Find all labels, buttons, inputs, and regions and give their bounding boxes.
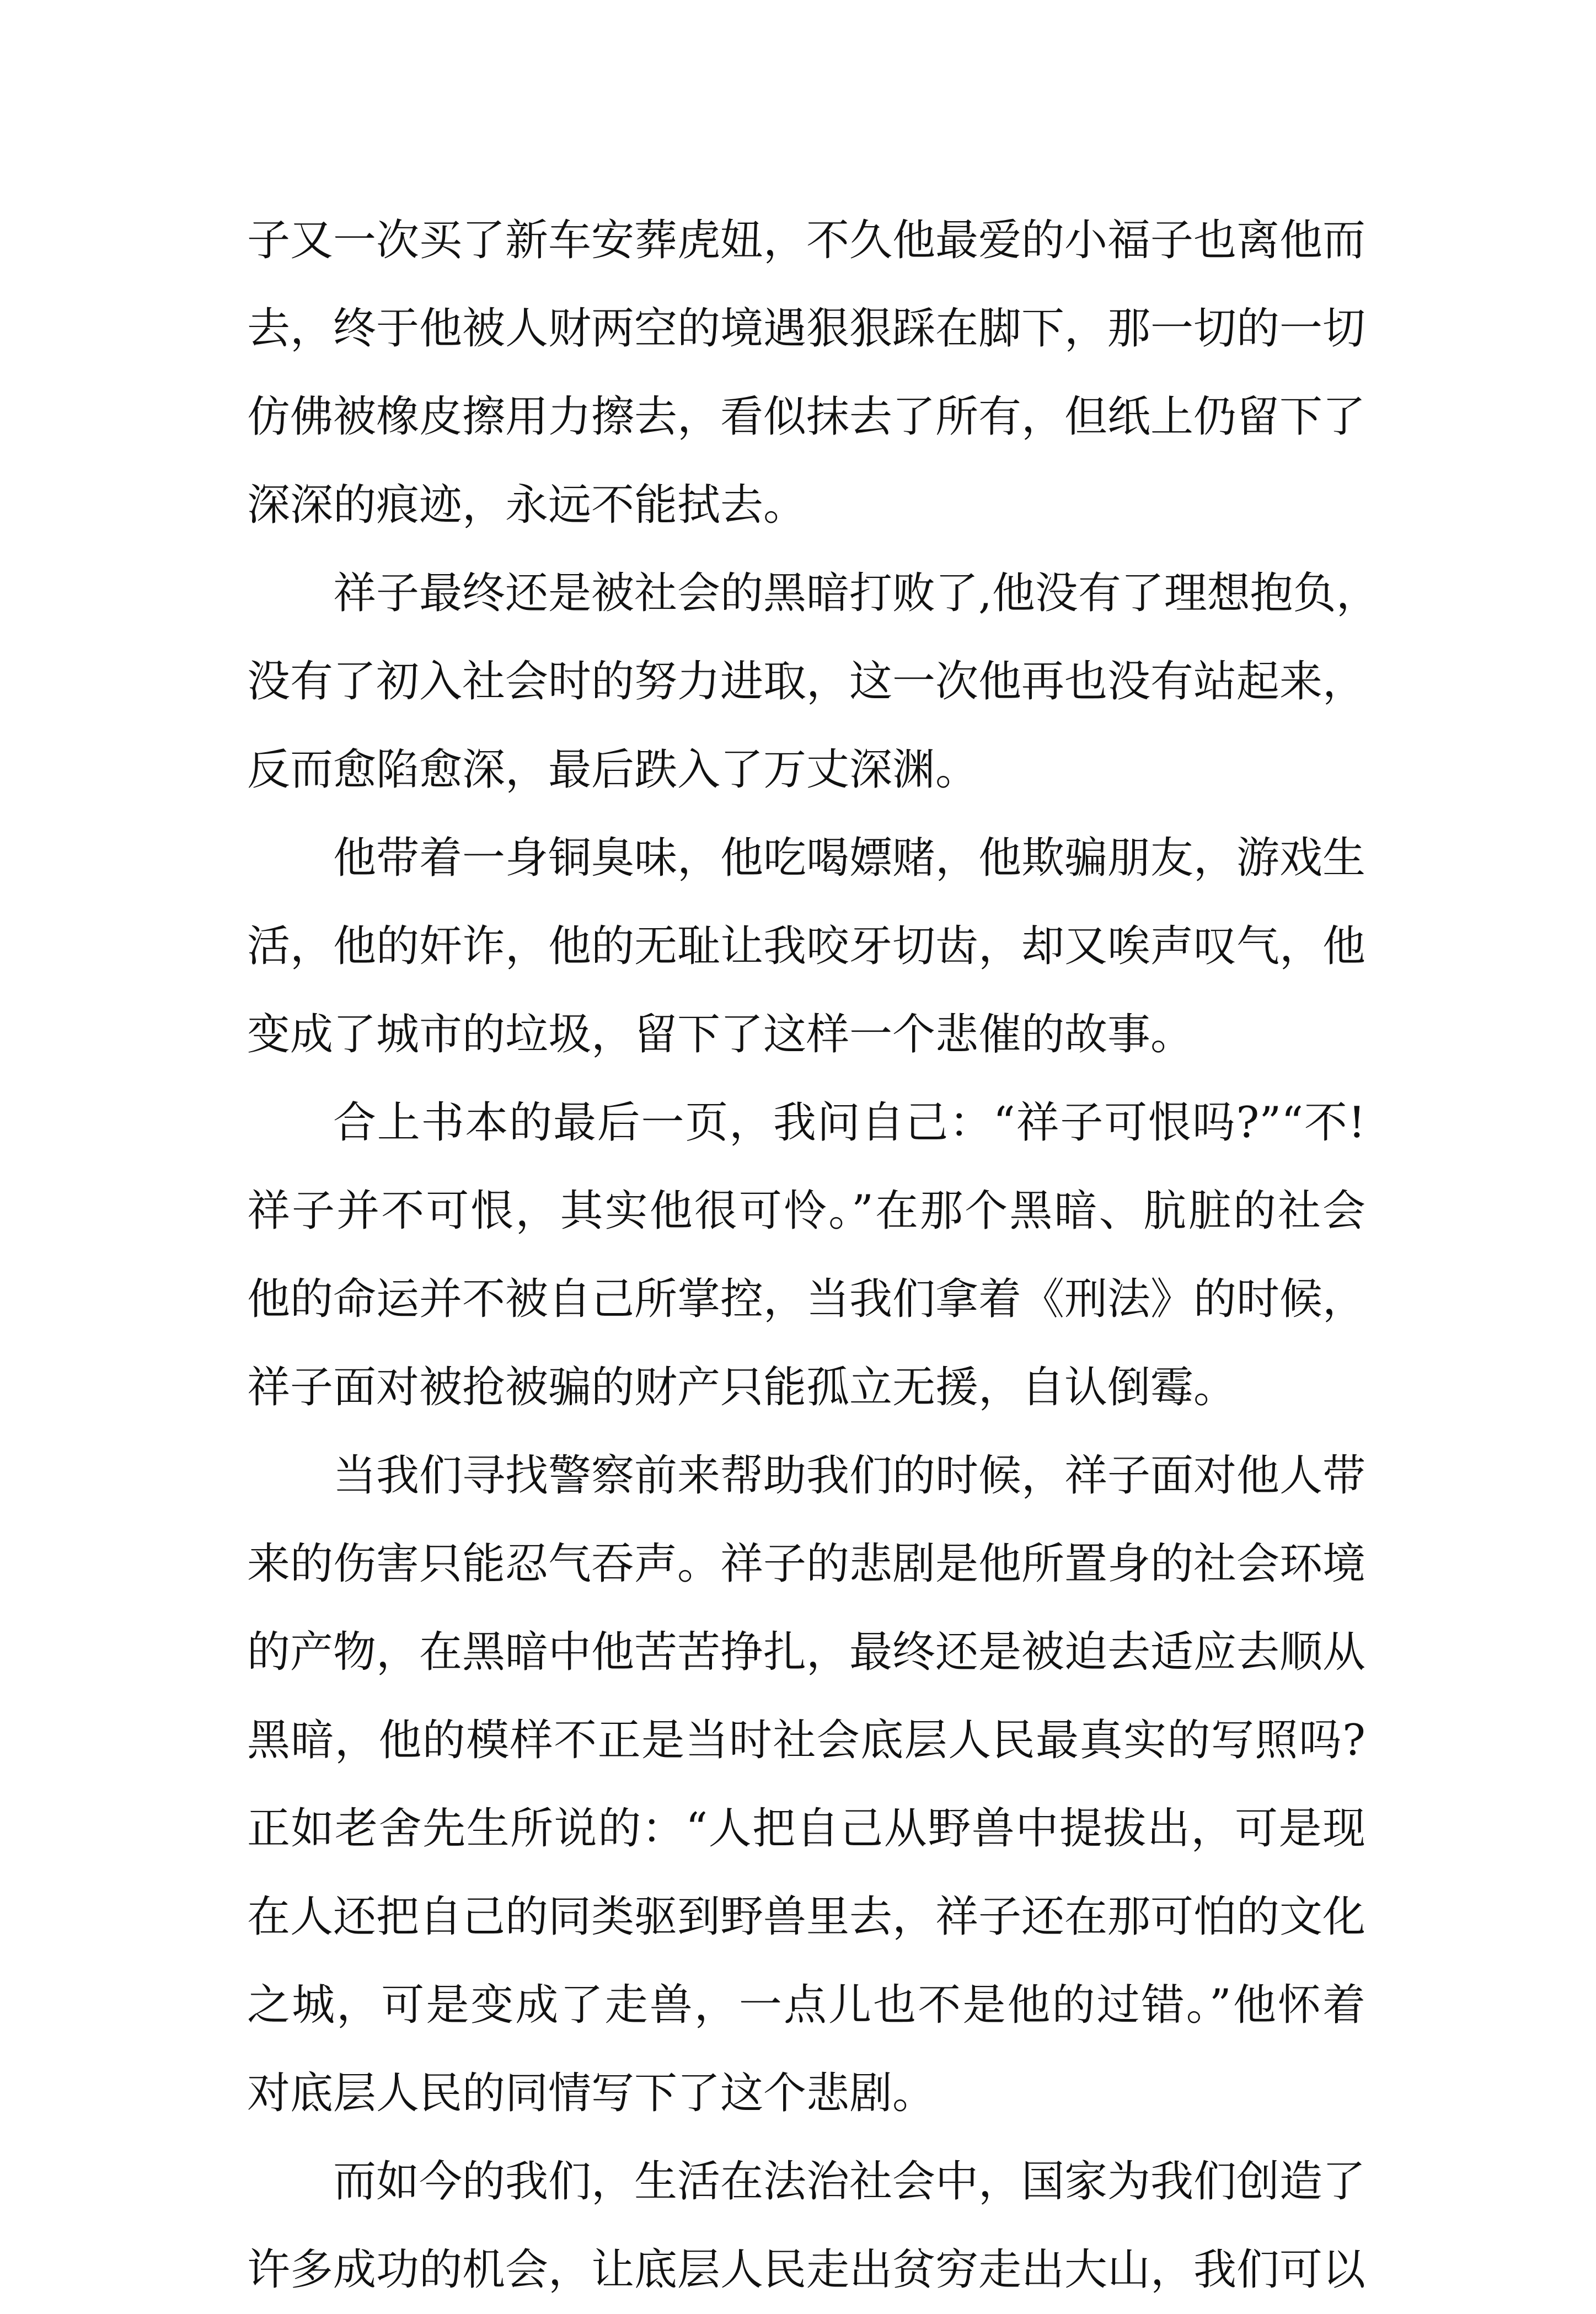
text-line: 在人还把自己的同类驱到野兽里去，祥子还在那可怕的文化	[247, 1892, 1366, 1942]
text-line: 子又一次买了新车安葬虎妞，不久他最爱的小福子也离他而	[247, 216, 1366, 265]
text-line: 的产物，在黑暗中他苦苦挣扎，最终还是被迫去适应去顺从	[247, 1627, 1366, 1677]
text-line: 祥子并不可恨，其实他很可怜。”在那个黑暗、肮脏的社会	[247, 1186, 1365, 1236]
paragraph-first-line: 而如今的我们，生活在法治社会中，国家为我们创造了	[333, 2157, 1366, 2206]
text-line: 来的伤害只能忍气吞声。祥子的悲剧是他所置身的社会环境	[247, 1539, 1366, 1589]
paragraph-first-line: 合上书本的最后一页，我问自己：“祥子可恨吗?”“不!	[333, 1098, 1365, 1148]
text-line: 对底层人民的同情写下了这个悲剧。	[247, 2069, 936, 2118]
text-line: 之城，可是变成了走兽，一点儿也不是他的过错。”他怀着	[247, 1980, 1365, 2030]
paragraph-first-line: 祥子最终还是被社会的黑暗打败了,他没有了理想抱负，	[333, 569, 1379, 618]
paragraph-first-line: 他带着一身铜臭味，他吃喝嫖赌，他欺骗朋友，游戏生	[333, 833, 1366, 883]
text-line: 许多成功的机会，让底层人民走出贫穷走出大山，我们可以	[247, 2245, 1366, 2295]
text-line: 祥子面对被抢被骗的财产只能孤立无援，自认倒霉。	[247, 1363, 1237, 1412]
text-line: 正如老舍先生所说的：“人把自己从野兽中提拔出，可是现	[247, 1804, 1365, 1854]
text-line: 反而愈陷愈深，最后跌入了万丈深渊。	[247, 745, 979, 795]
text-line: 活，他的奸诈，他的无耻让我咬牙切齿，却又唉声叹气，他	[247, 922, 1366, 971]
text-line: 变成了城市的垃圾，留下了这样一个悲催的故事。	[247, 1010, 1194, 1059]
text-line: 深深的痕迹，永远不能拭去。	[247, 480, 807, 530]
text-line: 去，终于他被人财两空的境遇狠狠踩在脚下，那一切的一切	[247, 304, 1366, 353]
text-line: 仿佛被橡皮擦用力擦去，看似抹去了所有，但纸上仍留下了	[247, 392, 1366, 442]
text-line: 黑暗，他的模样不正是当时社会底层人民最真实的写照吗?	[247, 1716, 1365, 1765]
text-line: 他的命运并不被自己所掌控，当我们拿着《刑法》的时候，	[247, 1274, 1366, 1324]
text-line: 没有了初入社会时的努力进取，这一次他再也没有站起来，	[247, 657, 1366, 706]
essay-body	[247, 196, 1379, 2314]
paragraph-first-line: 当我们寻找警察前来帮助我们的时候，祥子面对他人带	[333, 1451, 1366, 1501]
